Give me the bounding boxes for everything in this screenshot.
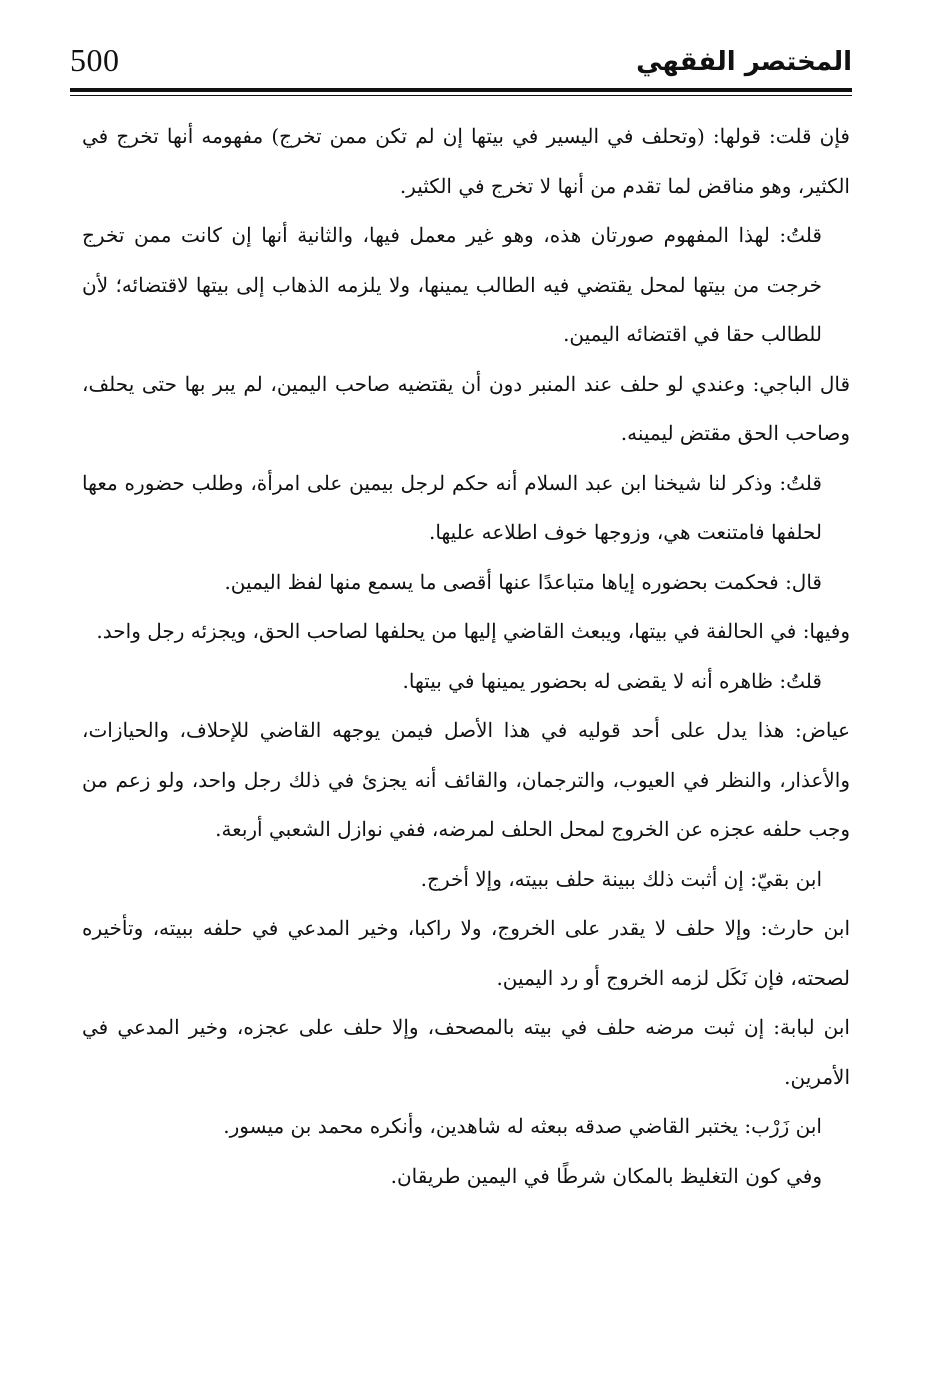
paragraph-ibn-harith: ابن حارث: وإلا حلف لا يقدر على الخروج، ولا راكبا، وخير المدعي في حلفه ببيته، وتأخيره لصحته، فإن نَكَل لزمه الخروج أو رد اليمين. — [82, 916, 850, 990]
paragraph-two-methods: وفي كون التغليظ بالمكان شرطًا في اليمين طريقان. — [390, 1163, 822, 1188]
paragraph-ibn-lubaba: ابن لبابة: إن ثبت مرضه حلف في بيته بالمصحف، وإلا حلف على عجزه، وخير المدعي في الأمرين. — [82, 1015, 850, 1089]
page-number: 500 — [70, 42, 120, 78]
paragraph-ibn-zarb: ابن زَرْب: يختبر القاضي صدقه ببعثه له شاهدين، وأنكره محمد بن ميسور. — [223, 1114, 822, 1138]
paragraph-ibn-abd-salam: قلتُ: وذكر لنا شيخنا ابن عبد السلام أنه حكم لرجل بيمين على امرأة، وطلب حضوره معها لحلفها فامتنعت هي، وزوجها خوف اطلاعه عليها. — [82, 470, 822, 544]
paragraph-ibn-baqi: ابن بقيّ: إن أثبت ذلك ببينة حلف ببيته، وإلا أخرج. — [420, 866, 822, 891]
paragraph-reply: قلتُ: لهذا المفهوم صورتان هذه، وهو غير معمل فيها، والثانية أنها إن كانت ممن تخرج خرجت من بيتها لمحل يقتضي فيه الطالب يمينها، ولا يلزمه الذهاب إلى بيتها لاقتضائه؛ لأن للطالب حقا في اقتضائه اليمين. — [82, 223, 822, 346]
paragraph-swearing-at-home: وفيها: في الحالفة في بيتها، ويبعث القاضي إليها من يحلفها لصاحب الحق، ويجزئه رجل واحد. — [96, 619, 850, 643]
body-text — [82, 112, 850, 1201]
paragraph-baji: قال الباجي: وعندي لو حلف عند المنبر دون أن يقتضيه صاحب اليمين، لم يبر بها حتى يحلف، وصاحب الحق مقتض ليمينه. — [82, 371, 850, 445]
paragraph-objection: فإن قلت: قولها: (وتحلف في اليسير في بيتها إن لم تكن ممن تخرج) مفهومه أنها تخرج في الكثير، وهو مناقض لما تقدم من أنها لا تخرج في الكثير. — [82, 124, 850, 198]
page-header — [70, 38, 852, 90]
header-rule-thick — [70, 88, 852, 92]
paragraph-iyad: عياض: هذا يدل على أحد قوليه في هذا الأصل فيمن يوجهه القاضي للإحلاف، والحيازات، والأعذار، والنظر في العيوب، والترجمان، والقائف أنه يجزئ في ذلك رجل واحد، ولو زعم من وجب حلفه عجزه عن الخروج لمحل الحلف لمرضه، ففي نوازل الشعبي أربعة. — [82, 718, 850, 841]
paragraph-apparent-meaning: قلتُ: ظاهره أنه لا يقضى له بحضور يمينها في بيتها. — [402, 668, 822, 693]
running-title: المختصر الفقهي — [636, 47, 852, 77]
header-rule-thin — [70, 95, 852, 96]
paragraph-ruling: قال: فحكمت بحضوره إياها متباعدًا عنها أقصى ما يسمع منها لفظ اليمين. — [224, 569, 822, 594]
